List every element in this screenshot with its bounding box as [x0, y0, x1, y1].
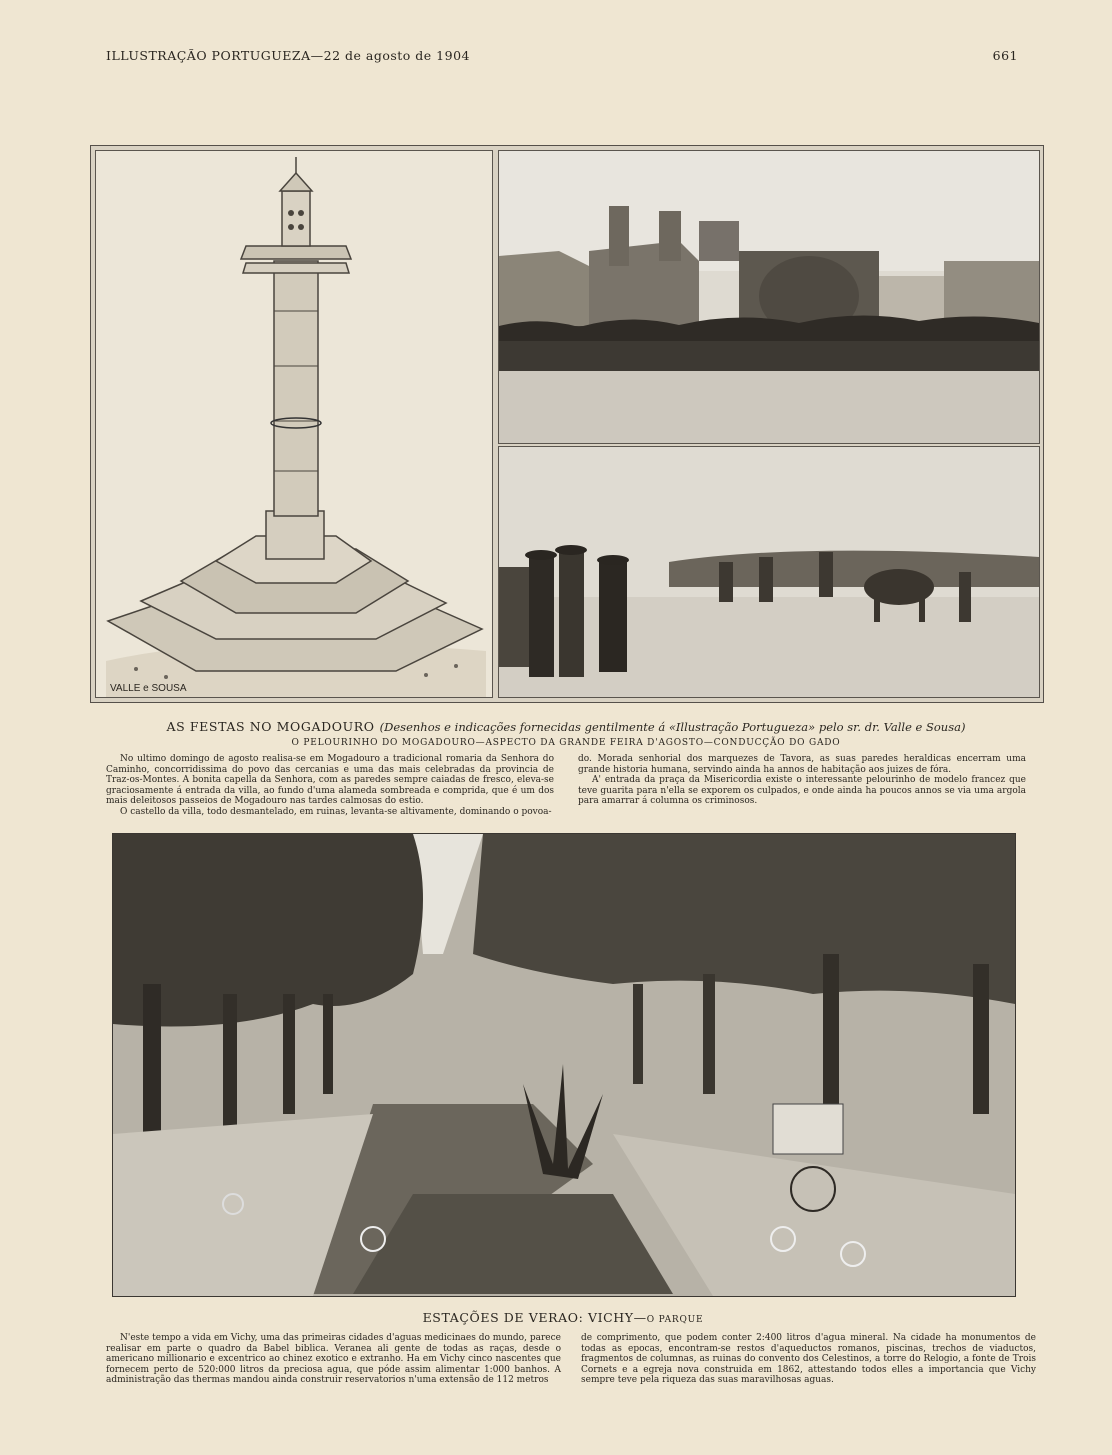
vichy-caption-sub: O PARQUE [646, 1315, 704, 1325]
vichy-park-image [113, 834, 1015, 1296]
fair-photo [498, 150, 1040, 444]
article-paragraph: No ultimo domingo de agosto realisa-se em Mogadouro a tradicional romaria da Senhora do Caminho, concorridissima do povo das cercanias e uma das mais celebradas da provincia de Traz-os-Montes. A bonita capella da Senhora, com as paredes sempre caiadas de fresco, eleva-se graciosamente á entrada da villa, ao fundo d'uma alameda sombreada e comprida, que é um dos mais deleitosos passeios de Mogadouro nas tardes calmosas do estio. [106, 754, 554, 806]
article-paragraph: O castello da villa, todo desmantelado, em ruinas, levanta-se altivamente, dominando o povoa- [120, 806, 552, 817]
running-head [106, 48, 1018, 68]
top-figure-caption [90, 716, 1042, 748]
caption-title: AS FESTAS NO MOGADOURO [166, 719, 375, 734]
pillory-illustration [96, 151, 492, 697]
vichy-article [106, 1333, 1041, 1413]
article-paragraph: A' entrada da praça da Misericordia existe o interessante pelourinho de modelo francez que teve guarita para n'ella se exporem os culpados, e onde ainda ha poucos annos se via uma argola para amarrar á columna os criminosos. [578, 775, 1026, 806]
vichy-caption [112, 1310, 1014, 1325]
caption-subtitle: O PELOURINHO DO MOGADOURO—ASPECTO DA GRANDE FEIRA D'AGOSTO—CONDUCÇÃO DO GADO [291, 738, 841, 748]
artist-signature: VALLE e SOUSA [110, 683, 187, 694]
pillory-drawing [95, 150, 493, 698]
fair-photo-image [499, 151, 1039, 443]
article-column-left [106, 754, 554, 817]
page-number: 661 [992, 48, 1018, 63]
article-paragraph: de comprimento, que podem conter 2:400 litros d'agua mineral. Na cidade ha monumentos de todas as epocas, encontram-se restos d'aqueductos romanos, piscinas, trechos de viaductos, fragmentos de columnas, as ruinas do convento dos Celestinos, a torre do Relogio, a fonte de Trois Cornets e a egreja nova construida em 1862, attestando todos elles a importancia que Vichy sempre teve pela riqueza das suas maravilhosas aguas. [581, 1333, 1036, 1385]
article-paragraph: do. Morada senhorial dos marquezes de Tavora, as suas paredes heraldicas encerram uma grande historia humana, servindo ainda ha annos de habitação aos juizes de fóra. [578, 754, 1026, 775]
article-paragraph: N'este tempo a vida em Vichy, uma das primeiras cidades d'aguas medicinaes do mundo, parece realisar em parte o quadro da Babel biblica. Veranea ali gente de todas as raças, desde o americano millionario e excentrico ao chinez exotico e extranho. Ha em Vichy cinco nascentes que fornecem perto de 520:000 litros da preciosa agua, que póde assim alimentar 1:000 banhos. A administração das thermas mandou ainda construir reservatorios n'uma extensão de 112 metros [106, 1333, 561, 1385]
caption-credit: (Desenhos e indicações fornecidas gentilmente á «Illustração Portugueza» pelo sr. dr. Valle e Sousa) [379, 720, 966, 734]
vichy-column-left [106, 1333, 561, 1386]
top-figure-block [90, 145, 1044, 703]
vichy-park-photo [112, 833, 1016, 1297]
cattle-photo [498, 446, 1040, 698]
publication-title: ILLUSTRAÇÃO PORTUGUEZA—22 de agosto de 1904 [106, 48, 470, 63]
article-column-right [578, 754, 1026, 807]
mogadouro-article [106, 754, 1041, 816]
vichy-caption-title: ESTAÇÕES DE VERAO: VICHY— [422, 1310, 647, 1325]
vichy-column-right [581, 1333, 1036, 1386]
cattle-photo-image [499, 447, 1039, 697]
